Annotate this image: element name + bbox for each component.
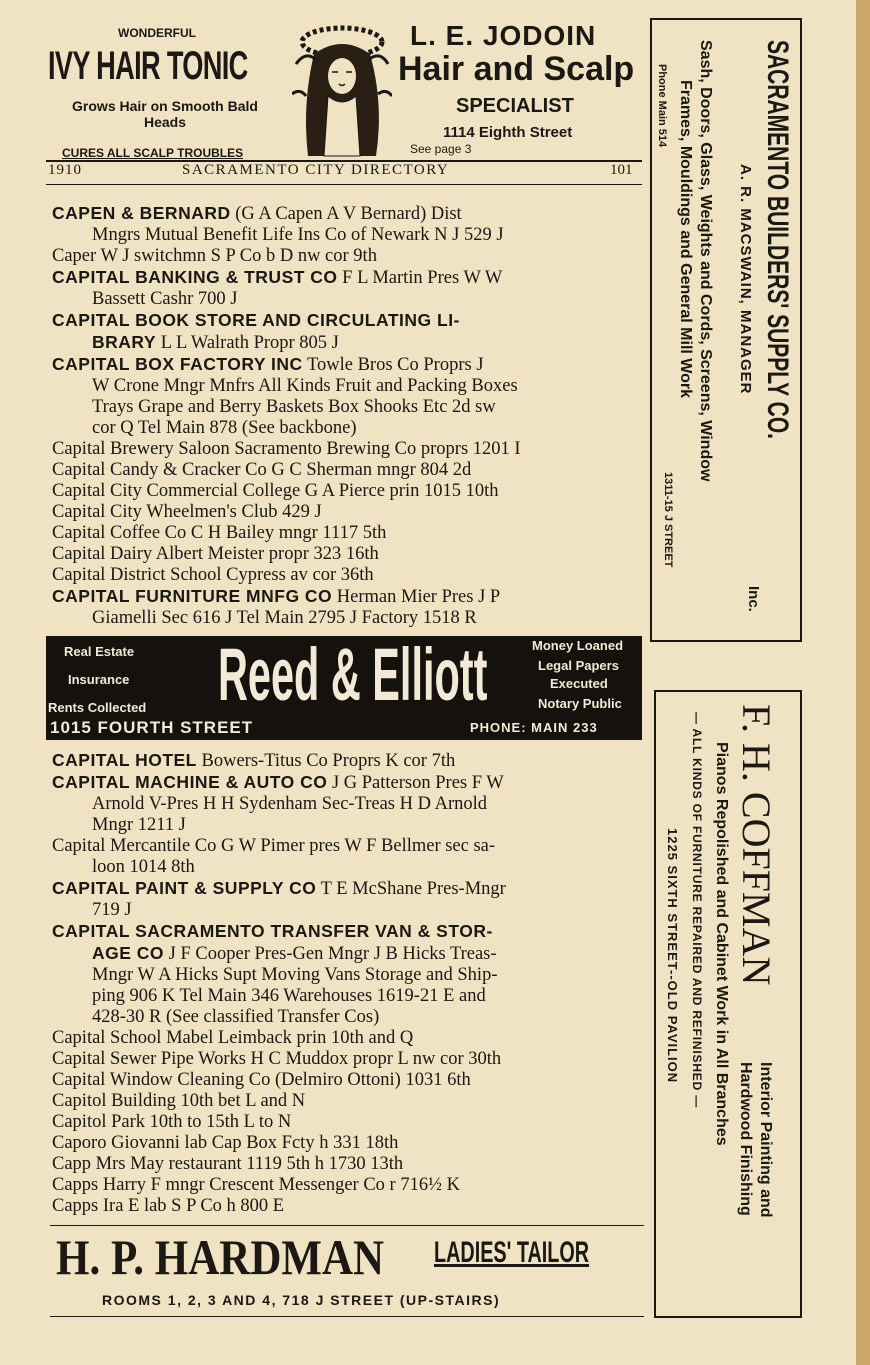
coffman-ad-address: 1225 SIXTH STREET--OLD PAVILION [665, 828, 680, 1084]
page-edge [856, 0, 870, 1365]
builders-supply-ad [650, 18, 802, 642]
coffman-ad-name: F. H. COFFMAN [734, 704, 779, 986]
banner-legal-papers: Legal Papers [538, 658, 619, 673]
builders-ad-line2: Frames, Mouldings and General Mill Work [677, 80, 694, 398]
listing-entry: CAPITAL BOX FACTORY INC Towle Bros Co Proprs J W Crone Mngr Mnfrs All Kinds Fruit and Packing Boxes Trays Grape and Berry Baskets Box Shooks Etc 2d sw cor Q Tel Main 878 (See backbone) [52, 354, 518, 438]
ivy-ad-footer: CURES ALL SCALP TROUBLES [62, 146, 244, 160]
jodoin-ad-name: L. E. JODOIN [410, 20, 597, 51]
listing-entry: CAPITAL MACHINE & AUTO CO J G Patterson Pres F W Arnold V-Pres H H Sydenham Sec-Treas H D Arnold Mngr 1211 J [52, 772, 504, 835]
woman-portrait-illustration [292, 24, 392, 158]
ivy-ad-kicker: WONDERFUL [118, 26, 196, 40]
listing-entry: Capitol Park 10th to 15th L to N [52, 1112, 292, 1132]
listing-entry: CAPITAL SACRAMENTO TRANSFER VAN & STOR- AGE CO J F Cooper Pres-Gen Mngr J B Hicks Treas- Mngr W A Hicks Supt Moving Vans Storage and Ship- ping 906 K Tel Main 346 Warehouses 1619-21 E and 428-30 R (See classified Transfer Cos) [52, 921, 498, 1027]
coffman-ad-line2: — ALL KINDS OF FURNITURE REPAIRED AND REFINISHED — [690, 712, 704, 1109]
listing-entry: CAPITAL FURNITURE MNFG CO Herman Mier Pres J P Giamelli Sec 616 J Tel Main 2795 J Factory 1518 R [52, 586, 501, 628]
listing-entry: CAPITAL HOTEL Bowers-Titus Co Proprs K cor 7th [52, 750, 456, 771]
listing-entry: CAPITAL BANKING & TRUST CO F L Martin Pres W W Bassett Cashr 700 J [52, 267, 503, 309]
banner-notary: Notary Public [538, 696, 622, 711]
running-head-rule [46, 184, 642, 185]
ivy-ad-line2: Heads [143, 114, 187, 130]
running-head-year: 1910 [48, 162, 82, 178]
builders-ad-title: SACRAMENTO BUILDERS' SUPPLY CO. [761, 40, 794, 439]
listing-entry: Capital Window Cleaning Co (Delmiro Ottoni) 1031 6th [52, 1070, 471, 1090]
hardman-ad-name: H. P. HARDMAN [56, 1229, 385, 1285]
banner-executed: Executed [550, 676, 608, 691]
jodoin-ad-address: 1114 Eighth Street [443, 124, 573, 141]
listing-entry: Capital City Wheelmen's Club 429 J [52, 502, 322, 522]
banner-insurance: Insurance [68, 672, 130, 687]
jodoin-ad-title: Hair and Scalp [398, 50, 635, 88]
builders-ad-line1: Sash, Doors, Glass, Weights and Cords, Screens, Window [697, 40, 714, 482]
listing-entry: Capital Mercantile Co G W Pimer pres W F Bellmer sec sa- loon 1014 8th [52, 836, 496, 877]
listing-entry: Caporo Giovanni lab Cap Box Fcty h 331 18th [52, 1133, 399, 1153]
reed-elliott-banner [46, 633, 642, 740]
listing-entry: CAPITAL BOOK STORE AND CIRCULATING LI- BRARY L L Walrath Propr 805 J [52, 310, 460, 353]
listing-entry: Capital Candy & Cracker Co G C Sherman mngr 804 2d [52, 460, 472, 480]
listing-entry: Capital Sewer Pipe Works H C Muddox propr L nw cor 30th [52, 1049, 502, 1069]
hardman-ad-title: LADIES' TAILOR [434, 1236, 590, 1269]
banner-title: Reed & Elliott [218, 633, 488, 716]
coffman-ad-tag1: Interior Painting and [757, 1062, 774, 1218]
listing-entry: Capital City Commercial College G A Pierce prin 1015 10th [52, 481, 499, 501]
banner-phone: PHONE: MAIN 233 [470, 720, 598, 735]
ivy-ad-line1: Grows Hair on Smooth Bald [72, 98, 258, 114]
banner-rents: Rents Collected [48, 700, 147, 715]
listing-entry: Capital School Mabel Leimback prin 10th and Q [52, 1028, 414, 1048]
listing-entry: CAPITAL PAINT & SUPPLY CO T E McShane Pres-Mngr 719 J [52, 878, 506, 920]
listings-bottom [52, 750, 644, 1217]
banner-real-estate: Real Estate [64, 644, 135, 659]
builders-ad-suffix: Inc. [745, 586, 762, 612]
listing-entry: Capital District School Cypress av cor 36th [52, 565, 374, 585]
hardman-ad-address: ROOMS 1, 2, 3 AND 4, 718 J STREET (UP-STAIRS) [102, 1292, 501, 1308]
coffman-ad [654, 690, 802, 1318]
listings-top [52, 203, 644, 629]
banner-money-loaned: Money Loaned [532, 638, 624, 653]
jodoin-ad-see: See page 3 [410, 142, 472, 156]
builders-ad-manager: A. R. MACSWAIN, MANAGER [737, 164, 754, 395]
ivy-ad-title: IVY HAIR TONIC [48, 44, 248, 88]
listing-entry: Caper W J switchmn S P Co b D nw cor 9th [52, 246, 377, 266]
coffman-ad-tag2: Hardwood Finishing [737, 1062, 754, 1216]
listing-entry: Capital Brewery Saloon Sacramento Brewing Co proprs 1201 I [52, 439, 521, 459]
footer-rule [50, 1316, 644, 1317]
listing-entry: Capps Harry F mngr Crescent Messenger Co r 716½ K [52, 1175, 460, 1195]
listing-entry: Capps Ira E lab S P Co h 800 E [52, 1196, 285, 1216]
footer-ad-rule [50, 1225, 644, 1226]
jodoin-ad-subtitle: SPECIALIST [456, 95, 574, 117]
listing-entry: Capp Mrs May restaurant 1119 5th h 1730 13th [52, 1154, 404, 1174]
builders-ad-address: 1311-15 J STREET [662, 472, 674, 568]
listing-entry: CAPEN & BERNARD (G A Capen A V Bernard) Dist Mngrs Mutual Benefit Life Ins Co of Newark N J 529 J [52, 203, 504, 245]
builders-ad-phone: Phone Main 514 [656, 64, 668, 148]
ivy-ad-body [58, 98, 272, 130]
running-head-page: 101 [610, 162, 633, 178]
listing-entry: Capitol Building 10th bet L and N [52, 1091, 306, 1111]
coffman-ad-line1: Pianos Repolished and Cabinet Work in All Branches [713, 742, 730, 1146]
banner-address: 1015 FOURTH STREET [50, 718, 254, 737]
running-head-title: SACRAMENTO CITY DIRECTORY [182, 162, 450, 178]
listing-entry: Capital Dairy Albert Meister propr 323 16th [52, 544, 379, 564]
listing-entry: Capital Coffee Co C H Bailey mngr 1117 5th [52, 523, 387, 543]
